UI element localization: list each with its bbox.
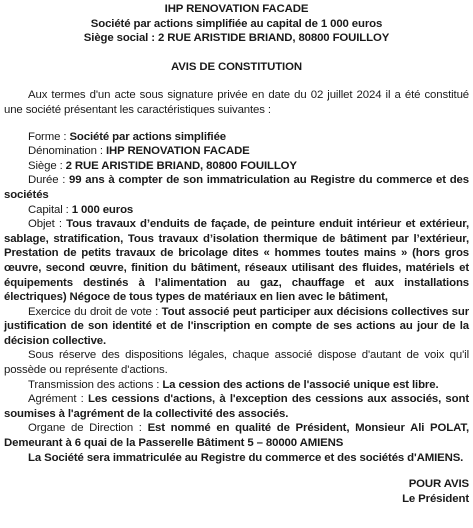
company-capital: Société par actions simplifiée au capital de 1 000 euros	[90, 17, 383, 30]
direction-value: Est nommé en qualité de Président, Monsieur Ali POLAT, Demeurant à 6 quai de la Passerelle Bâtiment 5 – 80000 AMIENS	[4, 422, 469, 450]
forme-label: Forme :	[28, 130, 70, 143]
vote-value: Tout associé peut participer aux décisions collectives sur justification de son identité et de l'inscription en compte de ses actions au jour de la décision collective.	[4, 305, 470, 347]
field-forme	[4, 130, 469, 145]
field-vote	[4, 305, 469, 349]
capital-label: Capital :	[28, 203, 72, 216]
transmission-label: Transmission des actions :	[28, 378, 163, 391]
transmission-value: La cession des actions de l'associé unique est libre.	[162, 378, 439, 391]
vote-label: Exercice du droit de vote :	[28, 305, 162, 318]
immatriculation-text: La Société sera immatriculée au Registre du commerce et des sociétés d'AMIENS.	[28, 451, 464, 464]
signoff-pour-avis: POUR AVIS	[408, 478, 469, 491]
duree-value: 99 ans à compter de son immatriculation au Registre du commerce et des sociétés	[4, 174, 469, 201]
objet-label: Objet :	[28, 218, 67, 231]
legal-notice	[4, 0, 469, 506]
signoff	[4, 477, 469, 506]
direction-label: Organe de Direction :	[28, 422, 148, 435]
immatriculation-paragraph	[4, 451, 469, 466]
field-direction	[4, 421, 469, 450]
agrement-value: Les cessions d'actions, à l'exception des cessions aux associés, sont soumises à l'agrément de la collectivité des associés.	[4, 393, 469, 420]
company-name: IHP RENOVATION FACADE	[164, 3, 309, 15]
siege-value: 2 RUE ARISTIDE BRIAND, 80800 FOUILLOY	[65, 159, 297, 172]
field-capital	[4, 203, 469, 218]
denomination-label: Dénomination :	[28, 145, 106, 158]
notice-header	[4, 2, 469, 46]
capital-value: 1 000 euros	[71, 203, 134, 216]
field-denomination	[4, 144, 469, 159]
intro-paragraph: Aux termes d'un acte sous signature privée en date du 02 juillet 2024 il a été constitué une société présentant les caractéristiques suivantes :	[4, 89, 469, 116]
notice-title: AVIS DE CONSTITUTION	[171, 60, 302, 73]
registered-office: Siège social : 2 RUE ARISTIDE BRIAND, 80800 FOUILLOY	[83, 32, 390, 45]
agrement-label: Agrément :	[28, 393, 88, 406]
signoff-signatory: Le Président	[402, 492, 469, 505]
field-agrement	[4, 392, 469, 421]
field-duree	[4, 173, 469, 202]
field-objet	[4, 217, 469, 305]
field-transmission	[4, 378, 469, 393]
reserve-paragraph: Sous réserve des dispositions légales, chaque associé dispose d'autant de voix qu'il possède ou représente d'actions.	[4, 349, 469, 377]
siege-label: Siège :	[28, 159, 66, 172]
forme-value: Société par actions simplifiée	[69, 130, 227, 143]
field-siege	[4, 159, 469, 174]
denomination-value: IHP RENOVATION FACADE	[105, 145, 250, 158]
duree-label: Durée :	[28, 174, 70, 187]
objet-value: Tous travaux d’enduits de façade, de peinture enduit intérieur et extérieur, sablage, stratification, Tous travaux d’isolation thermique de bâtiment par l’extérieur, Prestation de petits travaux de bricolage dites « hommes toutes mains » (hors gros œuvre, second œuvre, finition du bâtiment, réseaux utilisant des fluides, matériels et équipements destinés à l’alimentation au gaz, chauffage et aux installations électriques) Négoce de tous types de matériaux en lien avec le bâtiment,	[4, 218, 469, 304]
